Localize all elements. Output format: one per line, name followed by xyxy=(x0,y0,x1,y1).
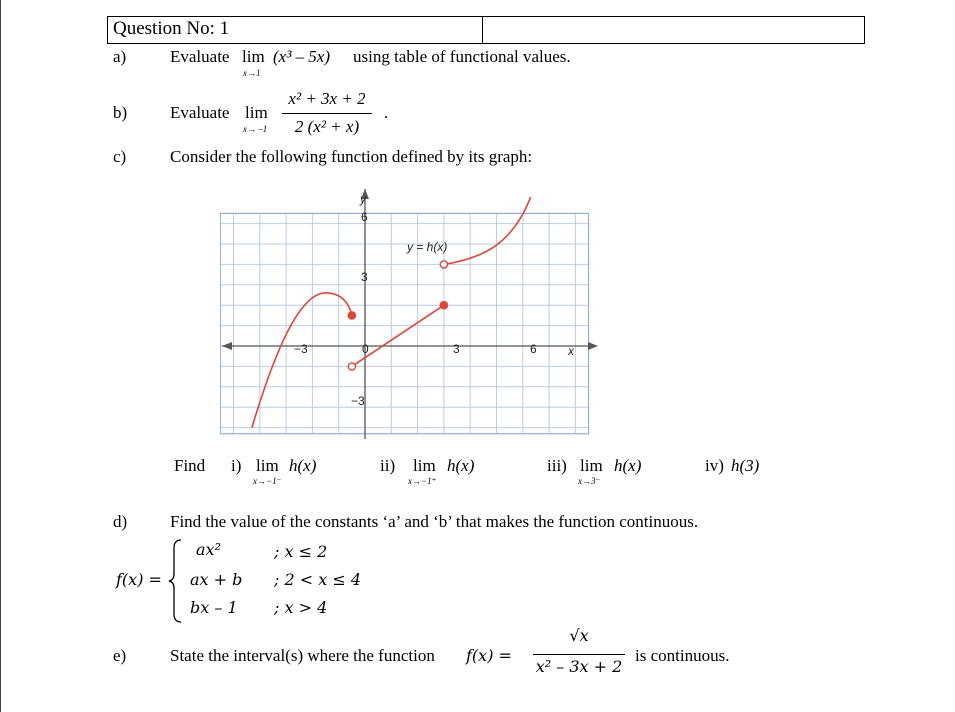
tick-label-x-neg3: −3 xyxy=(294,342,308,356)
part-a-label: a) xyxy=(113,47,127,66)
find-iv-expr: h(3) xyxy=(731,456,760,475)
case-2-expr: ax + b xyxy=(190,570,243,589)
question-title: Question No: 1 xyxy=(113,18,230,39)
tick-label-origin: 0 xyxy=(362,342,369,356)
part-d-function-name: f(x) = xyxy=(116,570,162,589)
function-label: y = h(x) xyxy=(407,240,448,254)
open-point-middle-start xyxy=(348,363,355,370)
x-axis-arrow-right xyxy=(588,342,598,350)
find-ii-subscript: x→−1⁺ xyxy=(408,476,437,486)
find-ii-expr: h(x) xyxy=(447,456,475,475)
page-left-border xyxy=(0,0,1,712)
part-a-lim-subscript: x→1 xyxy=(243,68,261,78)
grid-frame xyxy=(220,213,588,433)
part-e-text-after: is continuous. xyxy=(635,646,730,665)
function-graph xyxy=(220,185,600,443)
tick-label-y-neg3: −3 xyxy=(351,394,365,408)
open-point-right-start xyxy=(440,261,447,268)
tick-label-x-6: 6 xyxy=(530,342,537,356)
part-a-lim: lim xyxy=(242,47,265,66)
find-ii-roman: ii) xyxy=(380,456,396,475)
closed-point-left xyxy=(348,312,355,319)
case-3-cond: ; x > 4 xyxy=(274,598,328,617)
case-1-cond: ; x ≤ 2 xyxy=(274,542,328,561)
question-header-divider xyxy=(482,16,483,44)
graph-grid xyxy=(220,213,588,433)
part-a-text-before: Evaluate xyxy=(170,47,230,66)
part-d-label: d) xyxy=(113,512,128,531)
find-ii-lim: lim xyxy=(413,456,436,475)
find-iii-expr: h(x) xyxy=(614,456,642,475)
part-a-expression: (x³ – 5x) xyxy=(273,47,331,66)
part-a-text-after: using table of functional values. xyxy=(353,47,571,66)
part-b-lim: lim xyxy=(245,103,268,122)
part-e-numerator: √x xyxy=(569,626,589,645)
part-b-end-mark: . xyxy=(384,103,389,122)
graph-axes xyxy=(222,189,598,439)
part-e-function-name: f(x) = xyxy=(466,646,512,665)
curve-piece-right xyxy=(444,197,531,264)
part-c-text: Consider the following function defined by its graph: xyxy=(170,147,533,166)
find-i-expr: h(x) xyxy=(289,456,317,475)
tick-label-x-3: 3 xyxy=(453,342,460,356)
tick-label-y-6: 6 xyxy=(361,210,368,224)
find-iv-roman: iv) xyxy=(705,456,724,475)
y-axis-label: y xyxy=(360,192,366,206)
find-i-subscript: x→−1⁻ xyxy=(253,476,282,486)
case-2-cond: ; 2 < x ≤ 4 xyxy=(274,570,362,589)
x-axis-arrow-left xyxy=(222,342,232,350)
find-word: Find xyxy=(174,456,206,475)
part-e-fraction-bar xyxy=(533,654,625,655)
case-1-expr: ax² xyxy=(196,540,221,559)
piecewise-brace xyxy=(168,538,184,624)
find-iii-roman: iii) xyxy=(547,456,567,475)
closed-point-x3 xyxy=(440,302,447,309)
find-iii-subscript: x→3⁻ xyxy=(578,476,601,486)
part-e-text-before: State the interval(s) where the function xyxy=(170,646,435,665)
part-b-numerator: x² + 3x + 2 xyxy=(288,89,366,108)
curve-piece-middle xyxy=(352,305,444,366)
tick-label-y-3: 3 xyxy=(361,270,368,284)
case-3-expr: bx – 1 xyxy=(190,598,238,617)
part-e-denominator: x² – 3x + 2 xyxy=(535,657,623,676)
find-i-roman: i) xyxy=(231,456,242,475)
find-iii-lim: lim xyxy=(580,456,603,475)
part-b-lim-subscript: x→ –1 xyxy=(243,124,268,134)
part-b-fraction-bar xyxy=(282,113,372,114)
part-b-denominator: 2 (x² + x) xyxy=(294,117,360,136)
part-d-text: Find the value of the constants ‘a’ and ‘b’ that makes the function continuous. xyxy=(170,512,699,531)
part-b-text-before: Evaluate xyxy=(170,103,230,122)
part-b-label: b) xyxy=(113,103,128,122)
find-i-lim: lim xyxy=(256,456,279,475)
part-c-label: c) xyxy=(113,147,127,166)
part-e-label: e) xyxy=(113,646,127,665)
x-axis-label: x xyxy=(568,344,574,358)
